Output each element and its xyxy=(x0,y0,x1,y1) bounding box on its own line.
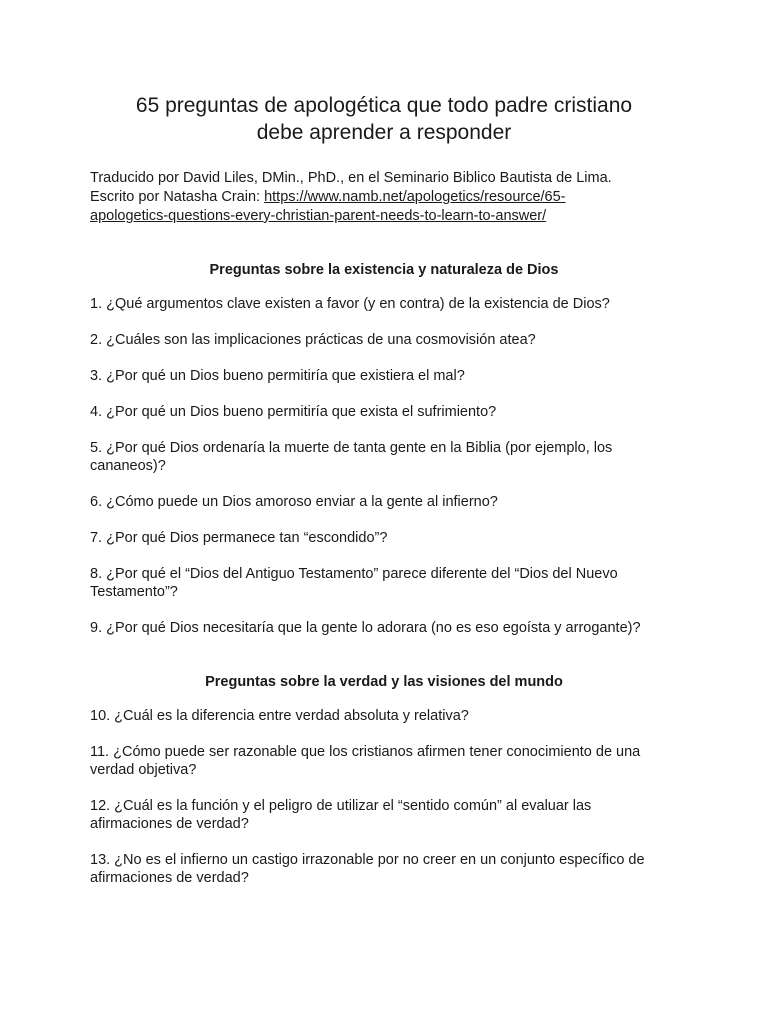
translator-credit: Traducido por David Liles, DMin., PhD., en el Seminario Biblico Bautista de Lima. xyxy=(90,170,612,186)
question-item: 9. ¿Por qué Dios necesitaría que la gente lo adorara (no es eso egoísta y arrogante)? xyxy=(90,620,641,636)
author-credit-label: Escrito por Natasha Crain: xyxy=(90,189,265,205)
section-heading-truth: Preguntas sobre la verdad y las visiones del mundo xyxy=(205,674,563,690)
question-item: 5. ¿Por qué Dios ordenaría la muerte de tanta gente en la Biblia (por ejemplo, los cananeos)? xyxy=(90,440,613,474)
title-line-1: 65 preguntas de apologética que todo padre cristiano xyxy=(135,94,633,117)
question-item: 10. ¿Cuál es la diferencia entre verdad absoluta y relativa? xyxy=(90,708,469,724)
title-line-2: debe aprender a responder xyxy=(256,121,512,144)
source-link-part-2[interactable]: apologetics-questions-every-christian-parent-needs-to-learn-to-answer/ xyxy=(90,208,547,224)
question-item: 4. ¿Por qué un Dios bueno permitiría que exista el sufrimiento? xyxy=(90,404,497,420)
question-item: 7. ¿Por qué Dios permanece tan “escondido”? xyxy=(90,530,388,546)
question-item: 12. ¿Cuál es la función y el peligro de utilizar el “sentido común” al evaluar las afirmaciones de verdad? xyxy=(90,798,592,832)
document-title xyxy=(90,92,678,146)
question-item: 6. ¿Cómo puede un Dios amoroso enviar a la gente al infierno? xyxy=(90,494,498,510)
question-item: 1. ¿Qué argumentos clave existen a favor (y en contra) de la existencia de Dios? xyxy=(90,296,610,312)
source-link-part-1[interactable]: https://www.namb.net/apologetics/resource/65- xyxy=(264,189,566,205)
author-credit xyxy=(90,188,678,207)
question-list-truth xyxy=(90,707,678,887)
section-heading-god: Preguntas sobre la existencia y naturaleza de Dios xyxy=(209,262,559,278)
document-credits xyxy=(90,169,678,226)
question-list-god xyxy=(90,295,678,637)
source-link-continuation xyxy=(90,207,678,226)
question-item: 3. ¿Por qué un Dios bueno permitiría que existiera el mal? xyxy=(90,368,465,384)
question-item: 11. ¿Cómo puede ser razonable que los cristianos afirmen tener conocimiento de una verdad objetiva? xyxy=(90,744,641,778)
question-item: 8. ¿Por qué el “Dios del Antiguo Testamento” parece diferente del “Dios del Nuevo Testamento”? xyxy=(90,566,618,600)
question-item: 2. ¿Cuáles son las implicaciones prácticas de una cosmovisión atea? xyxy=(90,332,536,348)
question-item: 13. ¿No es el infierno un castigo irrazonable por no creer en un conjunto específico de afirmaciones de verdad? xyxy=(90,852,645,886)
